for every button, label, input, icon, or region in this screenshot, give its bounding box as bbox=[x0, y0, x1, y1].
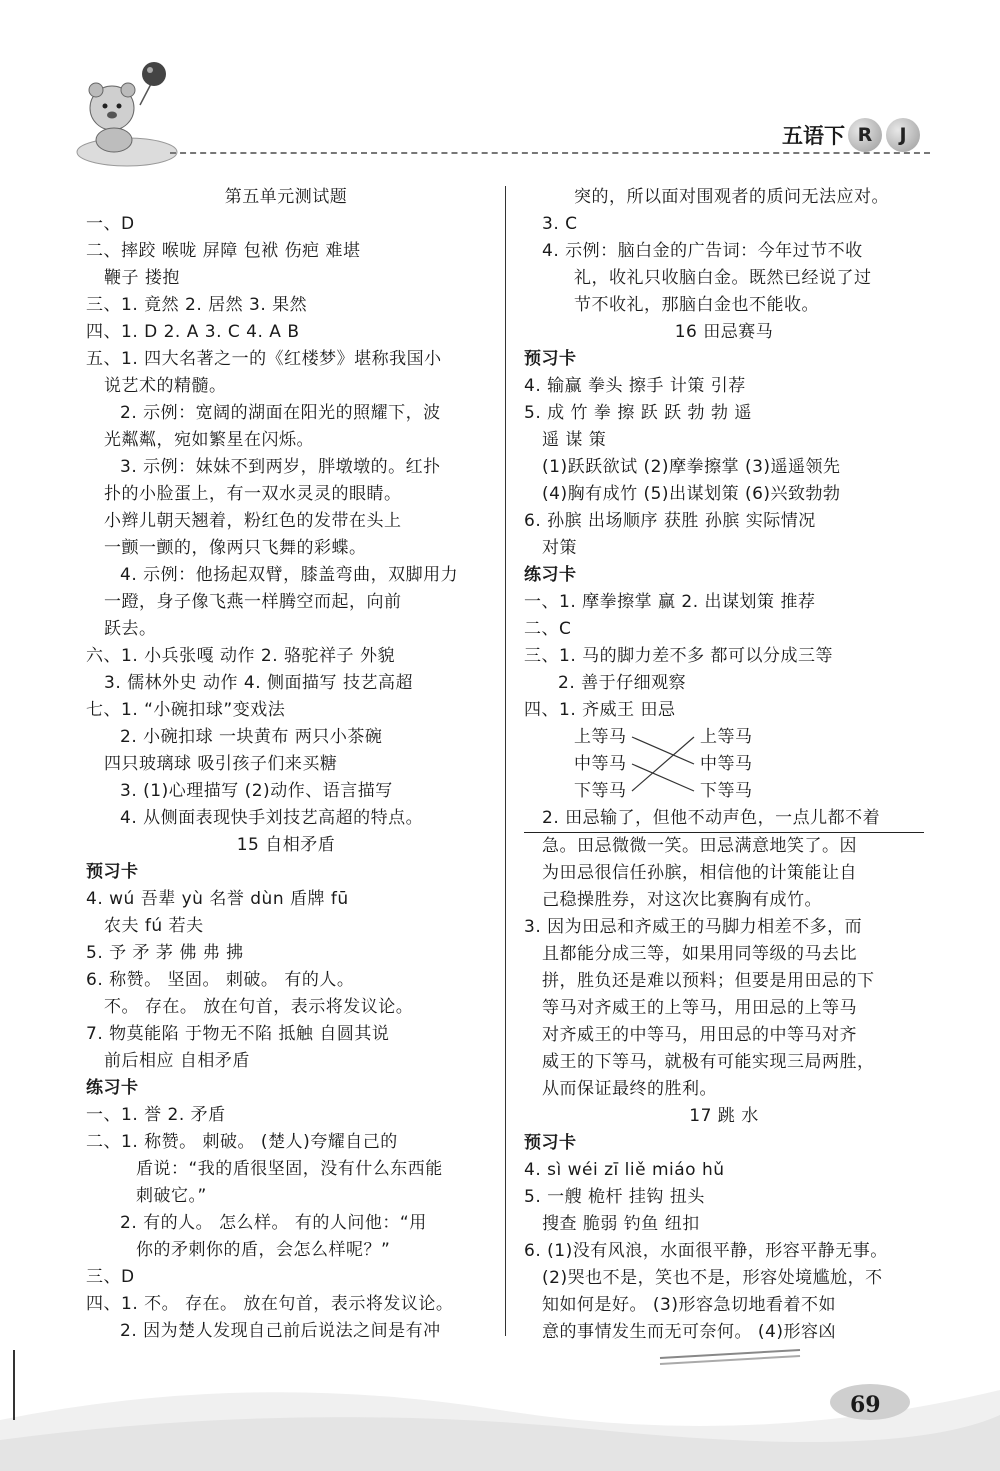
badge-r: R bbox=[848, 118, 882, 152]
answer-line: 预习卡 bbox=[86, 862, 139, 882]
answer-line: 节不收礼，那脑白金也不能收。 bbox=[574, 295, 819, 315]
answer-line: 对齐威王的中等马，用田忌的中等马对齐 bbox=[542, 1025, 857, 1045]
teddy-bear-balloon-icon bbox=[72, 60, 182, 170]
answer-line: 一、1. 誉 2. 矛盾 bbox=[86, 1105, 226, 1125]
badge-j: J bbox=[886, 118, 920, 152]
horse-left-2: 中等马 bbox=[574, 754, 627, 774]
answer-line: 2. 田忌输了，但他不动声色，一点儿都不着 bbox=[524, 805, 924, 833]
answer-line: 3. C bbox=[542, 214, 578, 234]
answer-line: 2. 因为楚人发现自己前后说法之间是有冲 bbox=[120, 1321, 441, 1341]
answer-line: 一、D bbox=[86, 214, 135, 234]
right-answers-part-2 bbox=[524, 805, 924, 1346]
answer-line: 拼，胜负还是难以预料；但要是用田忌的下 bbox=[542, 971, 875, 991]
answer-line: 3. (1)心理描写 (2)动作、语言描写 bbox=[120, 781, 393, 801]
answer-line: 6. 孙膑 出场顺序 获胜 孙膑 实际情况 bbox=[524, 511, 816, 531]
answer-line: 意的事情发生而无可奈何。 (4)形容凶 bbox=[542, 1322, 836, 1342]
page-number: 69 bbox=[850, 1392, 881, 1418]
answer-line: 知如何是好。 (3)形容急切地看着不如 bbox=[542, 1295, 836, 1315]
answer-line: 突的，所以面对围观者的质问无法应对。 bbox=[574, 187, 889, 207]
answer-line: 5. 成 竹 拳 擦 跃 跃 勃 勃 遥 bbox=[524, 403, 752, 423]
answer-line: 6. 称赞。 坚固。 刺破。 有的人。 bbox=[86, 970, 355, 990]
horse-left-1: 上等马 bbox=[574, 727, 627, 747]
answer-line: 四、1. 不。 存在。 放在句首，表示将发议论。 bbox=[86, 1294, 454, 1314]
answer-line: 一颤一颤的，像两只飞舞的彩蝶。 bbox=[104, 538, 367, 558]
answer-line: 小辫儿朝天翘着，粉红色的发带在头上 bbox=[104, 511, 402, 531]
answer-line: 前后相应 自相矛盾 bbox=[104, 1051, 250, 1071]
answer-line: 四、1. D 2. A 3. C 4. A B bbox=[86, 322, 300, 342]
answer-line: 一蹬，身子像飞燕一样腾空而起，向前 bbox=[104, 592, 402, 612]
answer-line: 4. 示例：脑白金的广告词：今年过节不收 bbox=[542, 241, 863, 261]
answer-line: 预习卡 bbox=[524, 349, 577, 369]
answer-line: 刺破它。” bbox=[136, 1186, 207, 1206]
answer-line: 七、1. “小碗扣球”变戏法 bbox=[86, 700, 286, 720]
answer-line: 4. 从侧面表现快手刘技艺高超的特点。 bbox=[120, 808, 424, 828]
answer-line: 三、1. 马的脚力差不多 都可以分成三等 bbox=[524, 646, 834, 666]
answer-line: 农夫 fú 若夫 bbox=[104, 916, 204, 936]
answer-line: 2. 善于仔细观察 bbox=[558, 673, 687, 693]
answer-line: 4. sì wéi zī liě miáo hǔ bbox=[524, 1160, 725, 1180]
answer-line: 遥 谋 策 bbox=[542, 430, 607, 450]
right-answers-part-1 bbox=[524, 184, 924, 724]
answer-line: 鞭子 搂抱 bbox=[104, 268, 180, 288]
answer-line: 扑的小脸蛋上，有一双水灵灵的眼睛。 bbox=[104, 484, 402, 504]
left-answer-column bbox=[86, 184, 486, 1345]
answer-line: 2. 示例：宽阔的湖面在阳光的照耀下，波 bbox=[120, 403, 441, 423]
horse-right-2: 中等马 bbox=[700, 754, 753, 774]
answer-line: 等马对齐威王的上等马，用田忌的上等马 bbox=[542, 998, 857, 1018]
answer-line: (1)跃跃欲试 (2)摩拳擦掌 (3)遥遥领先 bbox=[542, 457, 841, 477]
answer-line: 15 自相矛盾 bbox=[236, 835, 336, 855]
answer-line: 礼，收礼只收脑白金。既然已经说了过 bbox=[574, 268, 872, 288]
answer-line: 二、C bbox=[524, 619, 572, 639]
header-dashed-line bbox=[170, 152, 930, 154]
answer-line: 17 跳 水 bbox=[689, 1106, 759, 1126]
answer-line: 从而保证最终的胜利。 bbox=[542, 1079, 717, 1099]
answer-line: 练习卡 bbox=[86, 1078, 139, 1098]
answer-line: 己稳操胜券，对这次比赛胸有成竹。 bbox=[542, 890, 822, 910]
answer-line: 你的矛刺你的盾，会怎么样呢？” bbox=[136, 1240, 391, 1260]
answer-line: (4)胸有成竹 (5)出谋划策 (6)兴致勃勃 bbox=[542, 484, 841, 504]
answer-line: 六、1. 小兵张嘎 动作 2. 骆驼祥子 外貌 bbox=[86, 646, 395, 666]
answer-line: 五、1. 四大名著之一的《红楼梦》堪称我国小 bbox=[86, 349, 442, 369]
answer-line: 4. 示例：他扬起双臂，膝盖弯曲，双脚用力 bbox=[120, 565, 459, 585]
horse-right-3: 下等马 bbox=[700, 781, 753, 801]
answer-line: 3. 因为田忌和齐威王的马脚力相差不多，而 bbox=[524, 917, 863, 937]
answer-line: 练习卡 bbox=[524, 565, 577, 585]
answer-line: 二、摔跤 喉咙 屏障 包袱 伤疤 难堪 bbox=[86, 241, 361, 261]
answer-line: 第五单元测试题 bbox=[224, 187, 348, 207]
answer-line: 预习卡 bbox=[524, 1133, 577, 1153]
answer-line: 6. (1)没有风浪，水面很平静，形容平静无事。 bbox=[524, 1241, 888, 1261]
answer-line: 且都能分成三等，如果用同等级的马去比 bbox=[542, 944, 857, 964]
column-divider bbox=[505, 186, 506, 1336]
answer-line: 16 田忌赛马 bbox=[674, 322, 774, 342]
page-header bbox=[0, 0, 1000, 175]
grade-title: 五语下 bbox=[782, 124, 845, 148]
right-answer-column bbox=[524, 184, 924, 1346]
answer-line: 2. 有的人。 怎么样。 有的人问他：“用 bbox=[120, 1213, 427, 1233]
answer-line: 威王的下等马，就极有可能实现三局两胜， bbox=[542, 1052, 875, 1072]
answer-line: 3. 儒林外史 动作 4. 侧面描写 技艺高超 bbox=[104, 673, 413, 693]
answer-line: 光粼粼，宛如繁星在闪烁。 bbox=[104, 430, 314, 450]
answer-line: 说艺术的精髓。 bbox=[104, 376, 227, 396]
answer-line: 为田忌很信任孙膑，相信他的计策能让自 bbox=[542, 863, 857, 883]
answer-line: 盾说：“我的盾很坚固，没有什么东西能 bbox=[136, 1159, 443, 1179]
answer-line: 2. 小碗扣球 一块黄布 两只小茶碗 bbox=[120, 727, 383, 747]
answer-line: (2)哭也不是，笑也不是，形容处境尴尬，不 bbox=[542, 1268, 883, 1288]
answer-line: 对策 bbox=[542, 538, 577, 558]
answer-line: 三、D bbox=[86, 1267, 135, 1287]
answer-line: 四、1. 齐威王 田忌 bbox=[524, 700, 676, 720]
answer-line: 搜查 脆弱 钓鱼 纽扣 bbox=[542, 1214, 700, 1234]
answer-line: 7. 物莫能陷 于物无不陷 抵触 自圆其说 bbox=[86, 1024, 390, 1044]
answer-line: 5. 一艘 桅杆 挂钩 扭头 bbox=[524, 1187, 705, 1207]
answer-line: 3. 示例：妹妹不到两岁，胖墩墩的。红扑 bbox=[120, 457, 441, 477]
tian-horses bbox=[700, 724, 753, 805]
horse-left-3: 下等马 bbox=[574, 781, 627, 801]
answer-line: 4. wú 吾辈 yù 名誉 dùn 盾牌 fū bbox=[86, 889, 349, 909]
horse-matching-diagram bbox=[524, 724, 924, 805]
answer-line: 不。 存在。 放在句首，表示将发议论。 bbox=[104, 997, 414, 1017]
answer-line: 四只玻璃球 吸引孩子们来买糖 bbox=[104, 754, 338, 774]
answer-line: 急。田忌微微一笑。田忌满意地笑了。因 bbox=[542, 836, 857, 856]
answer-line: 5. 予 矛 茅 佛 弗 拂 bbox=[86, 943, 244, 963]
answer-line: 跃去。 bbox=[104, 619, 157, 639]
answer-line: 三、1. 竟然 2. 居然 3. 果然 bbox=[86, 295, 308, 315]
answer-line: 4. 输赢 拳头 擦手 计策 引荐 bbox=[524, 376, 746, 396]
answer-line: 一、1. 摩拳擦掌 赢 2. 出谋划策 推荐 bbox=[524, 592, 816, 612]
answer-line: 二、1. 称赞。 刺破。 (楚人)夸耀自己的 bbox=[86, 1132, 398, 1152]
horse-right-1: 上等马 bbox=[700, 727, 753, 747]
